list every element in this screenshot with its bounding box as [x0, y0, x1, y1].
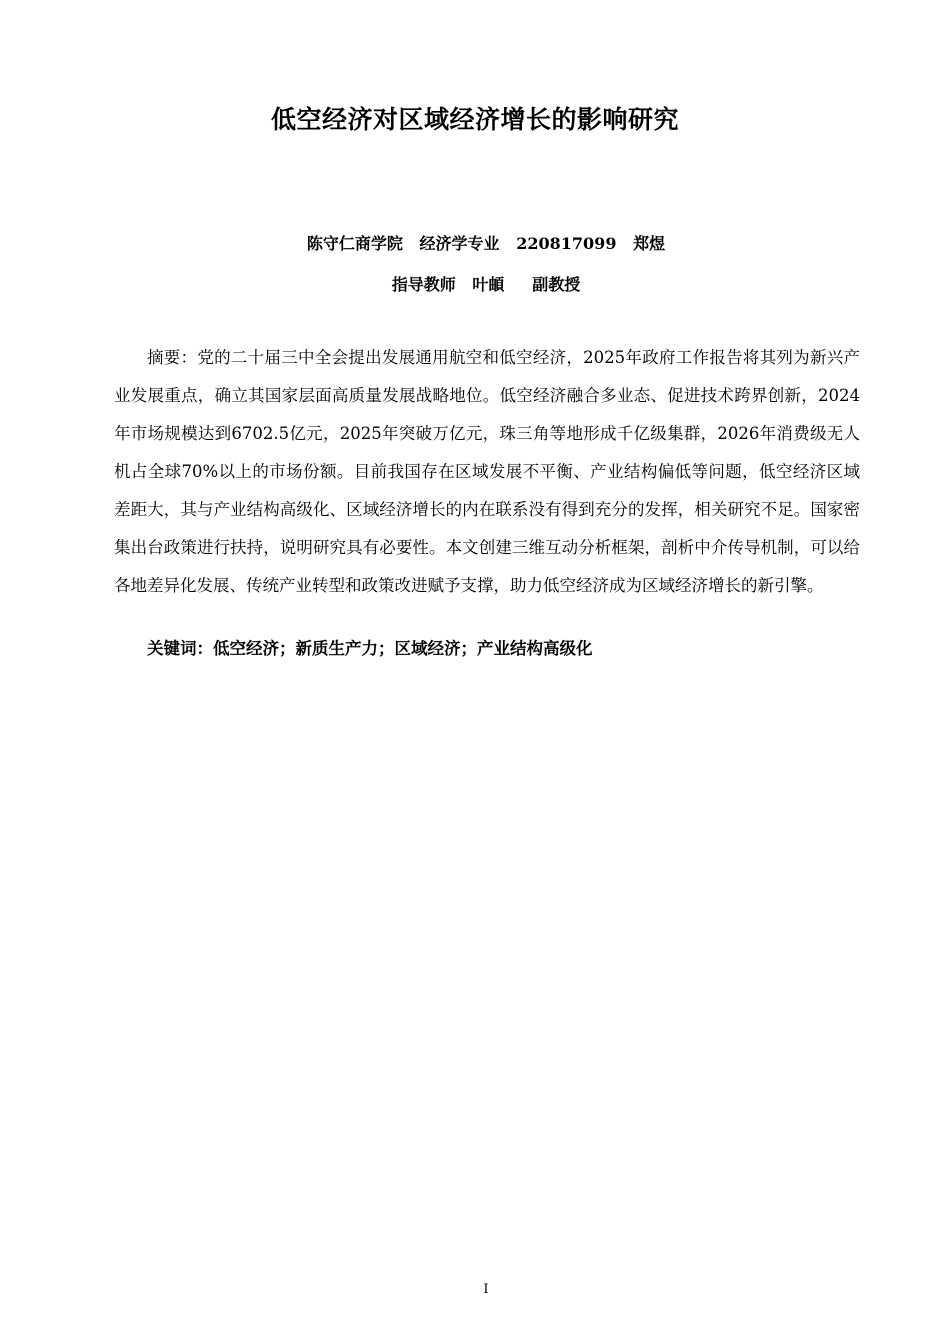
keywords-label: 关键词：: [147, 639, 213, 658]
page-title: 低空经济对区域经济增长的影响研究: [270, 105, 679, 134]
keywords-line: [114, 633, 860, 665]
abstract-text: 党的二十届三中全会提出发展通用航空和低空经济，2025年政府工作报告将其列为新兴产业发展重点，确立其国家层面高质量发展战略地位。低空经济融合多业态、促进技术跨界创新，2024年市场规模达到6702.5亿元，2025年突破万亿元，珠三角等地形成千亿级集群，2026年消费级无人机占全球70%以上的市场份额。目前我国存在区域发展不平衡、产业结构偏低等问题，低空经济区域差距大，其与产业结构高级化、区域经济增长的内在联系没有得到充分的发挥，相关研究不足。国家密集出台政策进行扶持，说明研究具有必要性。本文创建三维互动分析框架，剖析中介传导机制，可以给各地差异化发展、传统产业转型和政策改进赋予支撑，助力低空经济成为区域经济增长的新引擎。: [114, 348, 860, 595]
abstract-label: 摘要：: [147, 348, 198, 367]
page-number: I: [483, 1282, 489, 1297]
author-info: 陈守仁商学院 经济学专业 220817099 郑煜: [306, 234, 666, 253]
advisor-info: 指导教师 叶頔 副教授: [391, 275, 581, 294]
abstract-paragraph: [114, 339, 860, 605]
keywords-text: 低空经济；新质生产力；区域经济；产业结构高级化: [213, 639, 593, 658]
